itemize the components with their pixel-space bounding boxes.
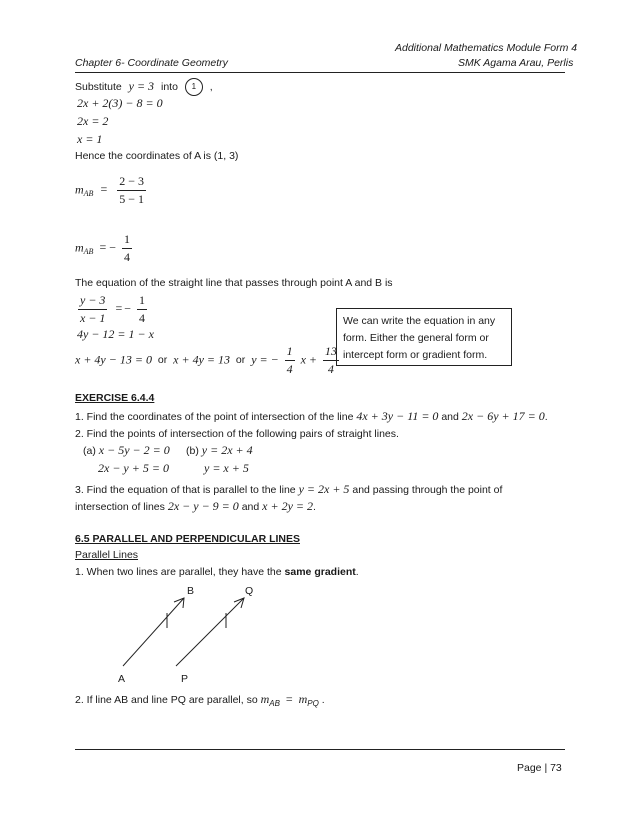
- rhs-denominator: 4: [139, 311, 145, 325]
- question-3-equation-2: 2x − y − 9 = 0: [167, 499, 239, 513]
- lhs-denominator: x − 1: [80, 311, 106, 325]
- m-subscript: AB: [83, 247, 94, 257]
- substitute-text: Substitute: [75, 81, 122, 93]
- callout-box: We can write the equation in any form. Either the general form or intercept form or gradient form.: [336, 308, 512, 366]
- label-q: Q: [245, 585, 254, 597]
- question-2a-equation-1: x − 5y − 2 = 0: [98, 443, 170, 457]
- m-ab-symbol: m: [260, 692, 270, 706]
- gradient-form-lhs: y = −: [251, 352, 279, 367]
- question-1-and: and: [441, 411, 459, 423]
- step-3: x = 1: [77, 132, 103, 146]
- section-title: 6.5 PARALLEL AND PERPENDICULAR LINES: [75, 533, 300, 545]
- page-number: Page | 73: [517, 762, 562, 774]
- m-symbol: m: [75, 240, 84, 255]
- circled-equation-number: 1: [185, 78, 203, 96]
- section-subtitle: Parallel Lines: [75, 549, 139, 561]
- parallel-statement-end: .: [355, 566, 359, 578]
- question-3-equation-3: x + 2y = 2: [262, 499, 313, 513]
- m-symbol: m: [75, 182, 84, 197]
- parallel-gradient-text: 2. If line AB and line PQ are parallel, so: [75, 694, 258, 706]
- constant-numerator: 13: [323, 344, 339, 361]
- question-2b-label: (b): [186, 445, 199, 457]
- question-3-and: and: [241, 501, 260, 513]
- lhs-numerator: y − 3: [78, 293, 107, 310]
- question-3-text: 3. Find the equation of that is parallel to the line: [75, 484, 296, 496]
- label-p: P: [181, 673, 189, 685]
- school-name: SMK Agama Arau, Perlis: [458, 57, 574, 69]
- question-1-end: .: [544, 411, 548, 423]
- question-3-end: .: [313, 501, 316, 513]
- question-1-equation-1: 4x + 3y − 11 = 0: [356, 409, 439, 423]
- into-text: into: [160, 81, 178, 93]
- question-3-equation: y = 2x + 5: [298, 482, 350, 496]
- substitute-equation: y = 3: [128, 79, 155, 93]
- question-2b-equation-1: y = 2x + 4: [201, 443, 253, 457]
- equals: =: [285, 692, 293, 706]
- minus-sign: −: [109, 240, 117, 255]
- coordinates-text: Hence the coordinates of A is (1, 3): [75, 150, 239, 162]
- question-2a-equation-2: 2x − y + 5 = 0: [98, 461, 169, 475]
- equals: =: [115, 301, 123, 316]
- equals: =: [99, 240, 107, 255]
- m-pq-subscript: PQ: [307, 699, 319, 708]
- label-a: A: [118, 673, 126, 685]
- gradient-result-numerator: 1: [122, 232, 132, 249]
- m-pq-symbol: m: [298, 692, 308, 706]
- or-text: or: [235, 354, 246, 367]
- line-pq: [176, 598, 244, 666]
- line-ab: [123, 598, 184, 666]
- coefficient-numerator: 1: [285, 344, 295, 361]
- m-subscript: AB: [83, 189, 94, 199]
- gradient-result-denominator: 4: [124, 250, 131, 264]
- question-2: 2. Find the points of intersection of the following pairs of straight lines.: [75, 428, 399, 440]
- parallel-statement-text: 1. When two lines are parallel, they have the: [75, 566, 282, 578]
- module-title: Additional Mathematics Module Form 4: [395, 42, 578, 54]
- question-2a-label: (a): [83, 445, 96, 457]
- comma-text: ,: [209, 81, 213, 93]
- step-2: 2x = 2: [77, 114, 109, 128]
- gradient-denominator: 5 − 1: [119, 192, 145, 206]
- or-text: or: [157, 354, 168, 367]
- gradient-numerator: 2 − 3: [117, 174, 146, 191]
- question-3-post: and passing through the point of: [352, 484, 503, 496]
- step-1: 2x + 2(3) − 8 = 0: [77, 96, 163, 110]
- same-gradient-text: same gradient: [284, 566, 356, 578]
- coefficient-denominator: 4: [286, 362, 293, 376]
- line-equation-step: 4y − 12 = 1 − x: [77, 327, 154, 341]
- chapter-title: Chapter 6- Coordinate Geometry: [75, 57, 228, 69]
- exercise-title: EXERCISE 6.4.4: [75, 392, 155, 404]
- gradient-form-x: x +: [300, 352, 317, 367]
- line-equation-text: The equation of the straight line that passes through point A and B is: [75, 277, 393, 289]
- parallel-gradient-end: .: [321, 694, 325, 706]
- question-1-equation-2: 2x − 6y + 17 = 0: [461, 409, 545, 423]
- question-2b-equation-2: y = x + 5: [204, 461, 249, 475]
- question-3-intersection-text: intersection of lines: [75, 501, 165, 513]
- equals: =: [100, 182, 108, 197]
- intercept-form: x + 4y = 13: [173, 352, 230, 367]
- minus-sign: −: [124, 301, 131, 316]
- rhs-numerator: 1: [137, 293, 147, 310]
- footer-rule: [75, 749, 565, 750]
- question-1-text: 1. Find the coordinates of the point of intersection of the line: [75, 411, 354, 423]
- general-form: x + 4y − 13 = 0: [75, 352, 152, 367]
- label-b: B: [187, 585, 195, 597]
- constant-denominator: 4: [327, 362, 334, 376]
- m-ab-subscript: AB: [269, 699, 280, 708]
- parallel-gradient-statement: [75, 692, 325, 707]
